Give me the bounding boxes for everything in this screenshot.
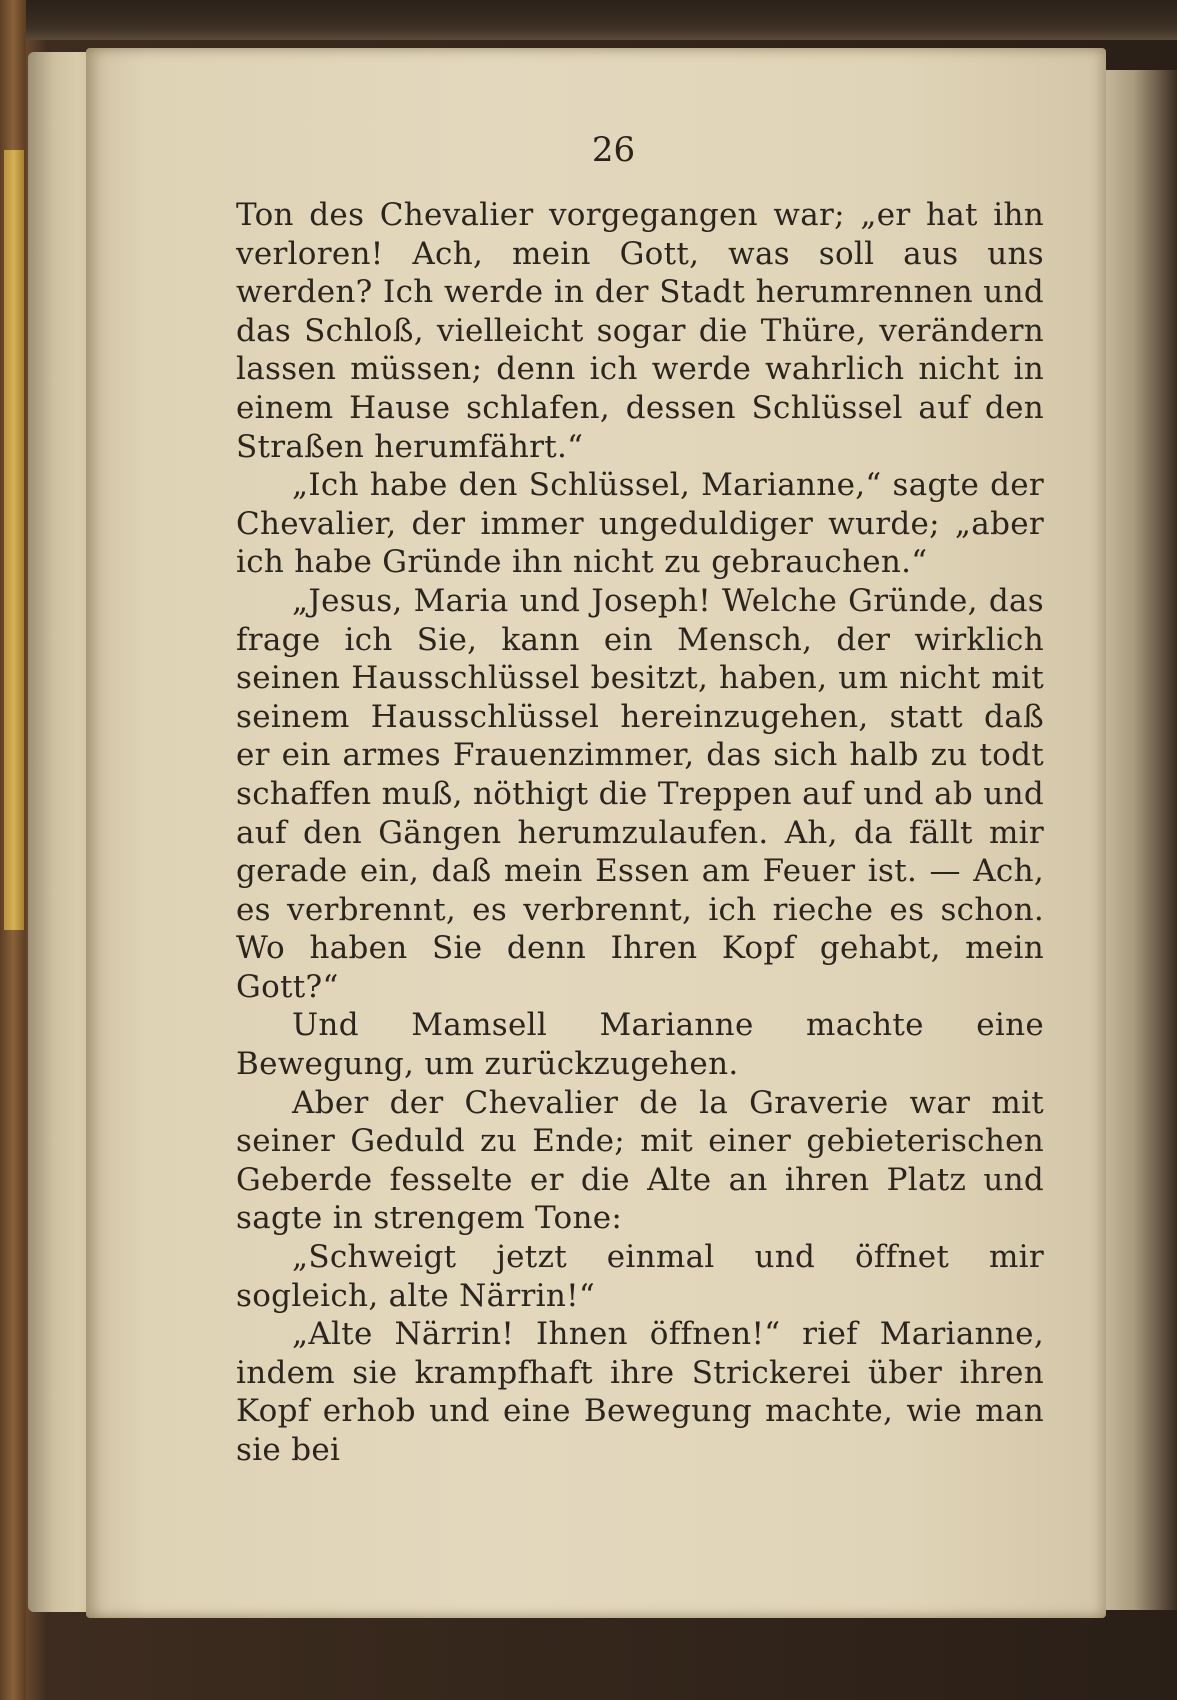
book-cover-top	[0, 0, 1177, 40]
page-text	[236, 196, 1044, 1470]
spine-label	[4, 150, 24, 930]
paragraph-4: Und Mamsell Marianne machte eine Bewegung, um zurückzugehen.	[236, 1007, 1044, 1083]
right-page-edge	[1106, 70, 1177, 1610]
page-number: 26	[591, 130, 636, 170]
paragraph-2: „Ich habe den Schlüssel, Marianne,“ sagte der Chevalier, der immer ungeduldiger wurde; „aber ich habe Gründe ihn nicht zu gebrauchen.“	[236, 467, 1044, 581]
paragraph-6: „Schweigt jetzt einmal und öffnet mir sogleich, alte Närrin!“	[236, 1239, 1044, 1314]
paragraph-7: „Alte Närrin! Ihnen öffnen!“ rief Marianne, indem sie krampfhaft ihre Strickerei über ihren Kopf erhob und eine Bewegung machte, wie man sie bei	[236, 1316, 1044, 1468]
paragraph-1: Ton des Chevalier vorgegangen war; „er hat ihn verloren! Ach, mein Gott, was soll aus uns werden? Ich werde in der Stadt herumrennen und das Schloß, vielleicht sogar die Thüre, verändern lassen müssen; denn ich werde wahrlich nicht in einem Hause schlafen, dessen Schlüssel auf den Straßen herumfährt.“	[236, 197, 1044, 465]
paragraph-5: Aber der Chevalier de la Graverie war mit seiner Geduld zu Ende; mit einer gebieterischen Geberde fesselte er die Alte an ihren Platz und sagte in strengem Tone:	[236, 1084, 1044, 1237]
paragraph-3: „Jesus, Maria und Joseph! Welche Gründe, das frage ich Sie, kann ein Mensch, der wirklich seinen Hausschlüssel besitzt, haben, um nicht mit seinem Hausschlüssel hereinzugehen, statt daß er ein armes Frauenzimmer, das sich halb zu todt schaffen muß, nöthigt die Treppen auf und ab und auf den Gängen herumzulaufen. Ah, da fällt mir gerade ein, daß mein Essen am Feuer ist. — Ach, es verbrennt, es verbrennt, ich rieche es schon. Wo haben Sie denn Ihren Kopf gehabt, mein Gott?“	[236, 582, 1044, 1005]
